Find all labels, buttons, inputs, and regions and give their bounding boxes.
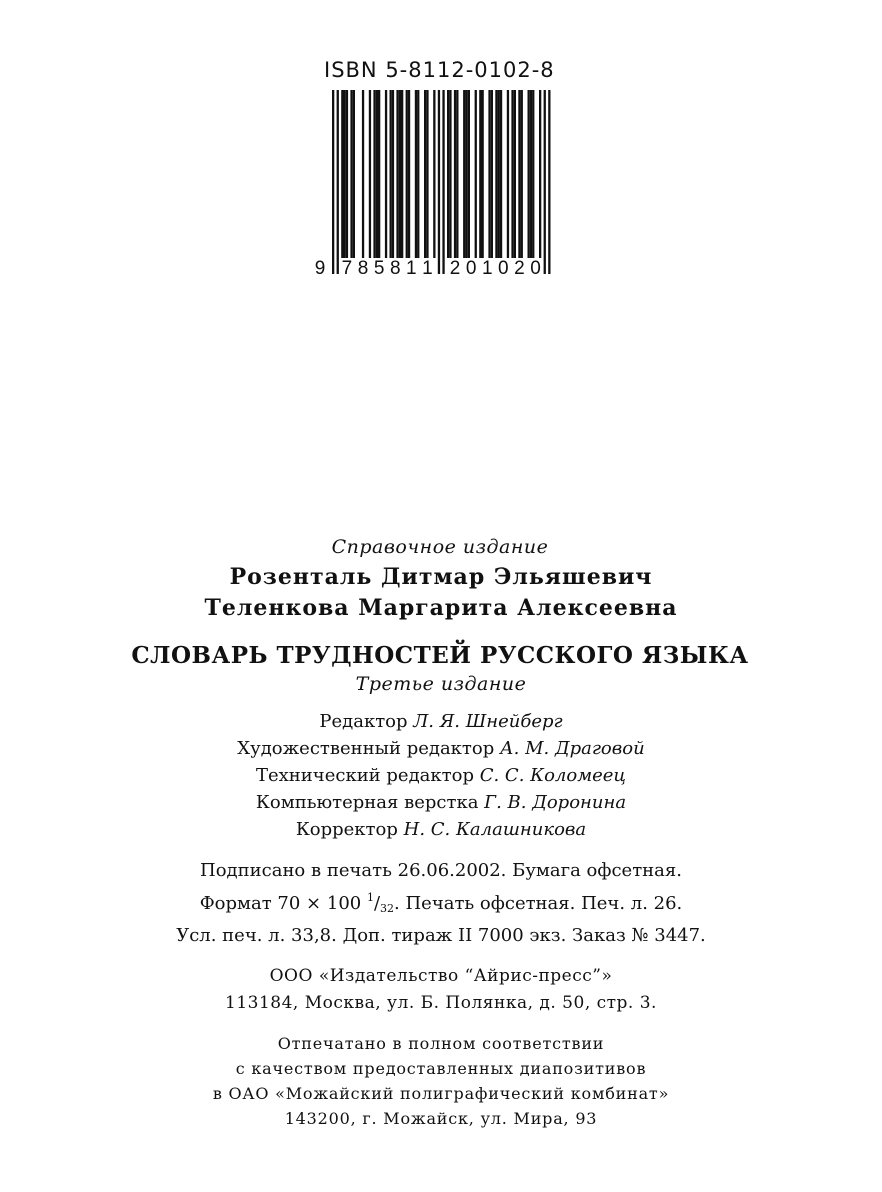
- printer-line-4: 143200, г. Можайск, ул. Мира, 93: [284, 1109, 598, 1128]
- barcode-bar: [417, 90, 419, 258]
- publisher-info: [0, 963, 882, 1017]
- barcode-digit: 0: [465, 258, 477, 279]
- barcode-bar: [341, 90, 343, 258]
- barcode-bar: [514, 90, 516, 258]
- print-details: [0, 857, 882, 949]
- printer-line-1: Отпечатано в полном соответствии: [277, 1034, 605, 1053]
- barcode-bar: [369, 90, 371, 258]
- barcode-bar: [465, 90, 467, 258]
- barcode-bar: [507, 90, 509, 258]
- credit-person: С. С. Коломеец: [479, 765, 626, 786]
- barcode-digit: 2: [514, 258, 525, 279]
- format-numerator: 1: [366, 891, 374, 904]
- barcode-digit: 9: [314, 258, 326, 279]
- barcode-bar: [495, 90, 497, 258]
- barcode-digit: 7: [341, 258, 353, 279]
- barcode-bar: [442, 90, 444, 274]
- credit-person: Г. В. Доронина: [484, 792, 627, 813]
- credit-person: А. М. Драговой: [500, 738, 645, 759]
- barcode-bar: [539, 90, 541, 258]
- barcode-bar: [544, 90, 546, 274]
- print-details-line-3: Усл. печ. л. 33,8. Доп. тираж II 7000 экз. Заказ № 3447.: [176, 925, 706, 946]
- barcode-bar: [396, 90, 398, 258]
- barcode-bar: [498, 90, 500, 258]
- edition: Третье издание: [355, 673, 527, 695]
- barcode-digit: 0: [530, 258, 541, 279]
- barcode-digit: 1: [481, 258, 493, 279]
- credit-person: Н. С. Калашникова: [403, 819, 587, 840]
- barcode-bar: [449, 90, 451, 258]
- barcode-bar: [500, 90, 502, 258]
- author-2: Теленкова Маргарита Алексеевна: [204, 595, 678, 621]
- barcode-bar: [406, 90, 408, 258]
- barcode-bar: [353, 90, 355, 258]
- colophon: [0, 532, 882, 1131]
- barcode-bar: [401, 90, 403, 258]
- barcode-bar: [424, 90, 426, 258]
- barcode-digit: 1: [422, 258, 433, 279]
- publisher-address: 113184, Москва, ул. Б. Полянка, д. 50, стр. 3.: [225, 993, 657, 1013]
- publisher-name: ООО «Издательство “Айрис-пресс”»: [269, 966, 613, 986]
- barcode-bar: [488, 90, 490, 258]
- barcode-bar: [454, 90, 456, 258]
- barcode-bar: [399, 90, 401, 258]
- barcode-bar: [463, 90, 465, 258]
- barcode-bar: [518, 90, 520, 258]
- barcode-bar: [337, 90, 339, 274]
- barcode-bar: [376, 90, 378, 258]
- author-1: Розенталь Дитмар Эльяшевич: [229, 564, 653, 590]
- barcode-bar: [426, 90, 428, 258]
- barcode-bar: [373, 90, 375, 258]
- barcode-bar: [344, 90, 346, 258]
- format-prefix: Формат 70 × 100: [199, 893, 367, 914]
- barcode-digit: 5: [373, 258, 385, 279]
- book-title: СЛОВАРЬ ТРУДНОСТЕЙ РУССКОГО ЯЗЫКА: [131, 642, 749, 669]
- barcode-bar: [378, 90, 380, 258]
- barcode-bar: [390, 90, 392, 258]
- credit-tech-editor: [0, 762, 882, 789]
- barcode-bar: [332, 90, 334, 274]
- barcode-bar: [433, 90, 435, 258]
- barcode-bar: [521, 90, 523, 258]
- barcode-bar: [548, 90, 550, 274]
- barcode-digit: 8: [357, 258, 369, 279]
- barcode-bar: [532, 90, 534, 258]
- barcode-bar: [385, 90, 387, 258]
- barcode-bar: [482, 90, 484, 258]
- credit-person: Л. Я. Шнейберг: [413, 711, 563, 732]
- barcode-bar: [479, 90, 481, 258]
- barcode-bar: [415, 90, 417, 258]
- print-details-line-2: Формат 70 × 100 $^1/_{32}$. Печать офсетная. Печ. л. 26.: [199, 891, 683, 915]
- credit-proofreader: [0, 816, 882, 843]
- barcode-bar: [530, 90, 532, 258]
- print-details-line-1: Подписано в печать 26.06.2002. Бумага офсетная.: [200, 860, 682, 881]
- printer-line-3: в ОАО «Можайский полиграфический комбинат»: [212, 1084, 670, 1103]
- barcode-bar: [408, 90, 410, 258]
- credit-role: Технический редактор: [256, 765, 474, 786]
- credit-role: Корректор: [295, 819, 398, 840]
- printer-info: [0, 1031, 882, 1131]
- credit-editor: [0, 708, 882, 735]
- barcode-bar: [456, 90, 458, 258]
- credit-layout: [0, 789, 882, 816]
- barcode-bar: [438, 90, 440, 274]
- barcode-digit: 1: [406, 258, 417, 279]
- barcode-bar: [350, 90, 352, 258]
- credit-role: Компьютерная верстка: [255, 792, 479, 813]
- barcode-bar: [528, 90, 530, 258]
- barcode-bar: [511, 90, 513, 258]
- isbn-barcode: [310, 58, 560, 294]
- credit-role: Художественный редактор: [237, 738, 495, 759]
- barcode-bar: [475, 90, 477, 258]
- format-suffix: . Печать офсетная. Печ. л. 26.: [394, 893, 683, 914]
- format-denominator: 32: [380, 902, 395, 915]
- printer-line-2: с качеством предоставленных диапозитивов: [235, 1059, 647, 1078]
- barcode-bar: [362, 90, 364, 258]
- barcode-graphic: [310, 86, 560, 294]
- barcode-bar: [491, 90, 493, 258]
- barcode-digit: 2: [449, 258, 461, 279]
- barcode-bar: [392, 90, 394, 258]
- barcode-bar: [346, 90, 348, 258]
- credit-art-editor: [0, 735, 882, 762]
- barcode-digit: 8: [389, 258, 401, 279]
- barcode-digit: 0: [498, 258, 509, 279]
- credit-role: Редактор: [319, 711, 408, 732]
- publication-kind: Справочное издание: [331, 536, 549, 558]
- barcode-bar: [447, 90, 449, 258]
- barcode-bar: [468, 90, 470, 258]
- isbn-label: ISBN 5-8112-0102-8: [324, 58, 555, 82]
